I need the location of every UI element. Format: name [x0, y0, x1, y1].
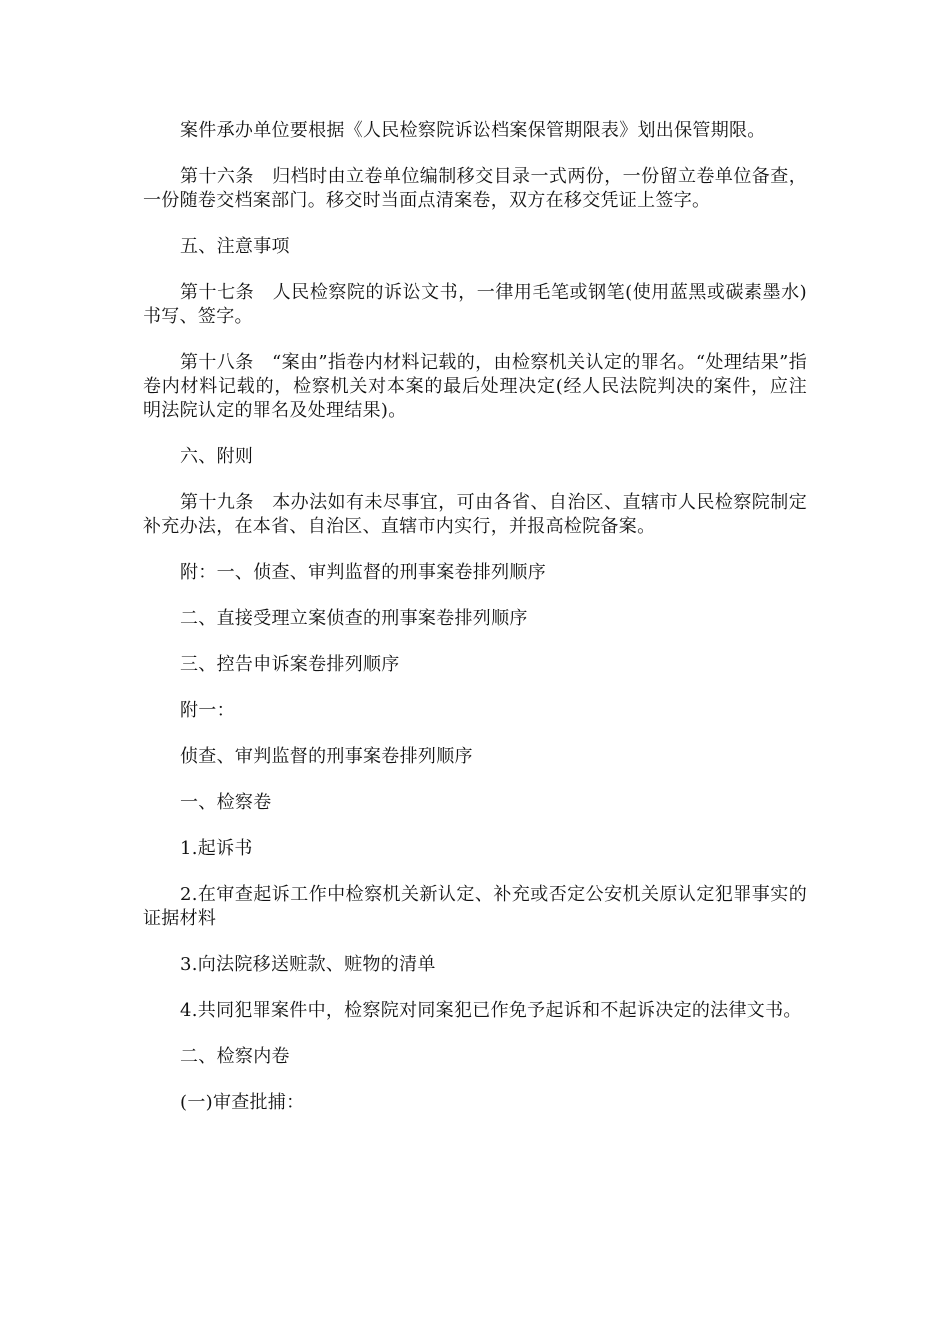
paragraph-article-17: 第十七条 人民检察院的诉讼文书，一律用毛笔或钢笔(使用蓝黑或碳素墨水)书写、签字。 [143, 282, 807, 327]
section-heading-notes: 五、注意事项 [180, 236, 290, 257]
appendix-list-item-1: 附：一、侦查、审判监督的刑事案卷排列顺序 [180, 562, 546, 583]
appendix-one-title: 侦查、审判监督的刑事案卷排列顺序 [180, 746, 473, 767]
paragraph-article-19: 第十九条 本办法如有未尽事宜，可由各省、自治区、直辖市人民检察院制定补充办法，在本省、自治区、直辖市内实行，并报高检院备案。 [143, 492, 807, 537]
list-item-stolen-goods-list: 3.向法院移送赃款、赃物的清单 [180, 954, 436, 975]
paragraph-article-16: 第十六条 归档时由立卷单位编制移交目录一式两份，一份留立卷单位备查，一份随卷交档案部门。移交时当面点清案卷，双方在移交凭证上签字。 [143, 166, 807, 211]
subsection-heading-procuratorate-volume: 一、检察卷 [180, 792, 272, 813]
list-item-evidence-materials: 2.在审查起诉工作中检察机关新认定、补充或否定公安机关原认定犯罪事实的证据材料 [143, 884, 807, 929]
list-item-indictment: 1.起诉书 [180, 838, 253, 859]
paragraph-article-18: 第十八条 “案由”指卷内材料记载的，由检察机关认定的罪名。“处理结果”指卷内材料记载的，检察机关对本案的最后处理决定(经人民法院判决的案件，应注明法院认定的罪名及处理结果)。 [143, 352, 807, 421]
appendix-list-item-3: 三、控告申诉案卷排列顺序 [180, 654, 400, 675]
subsection-heading-internal-volume: 二、检察内卷 [180, 1046, 290, 1067]
appendix-list-item-2: 二、直接受理立案侦查的刑事案卷排列顺序 [180, 608, 528, 629]
sub-item-arrest-review: (一)审查批捕： [180, 1092, 305, 1113]
paragraph-retention-period: 案件承办单位要根据《人民检察院诉讼档案保管期限表》划出保管期限。 [180, 120, 766, 141]
appendix-one-label: 附一： [180, 700, 235, 721]
section-heading-supplementary: 六、附则 [180, 446, 254, 467]
list-item-joint-crime-documents: 4.共同犯罪案件中，检察院对同案犯已作免予起诉和不起诉决定的法律文书。 [180, 1000, 802, 1021]
document-page [143, 119, 807, 1137]
